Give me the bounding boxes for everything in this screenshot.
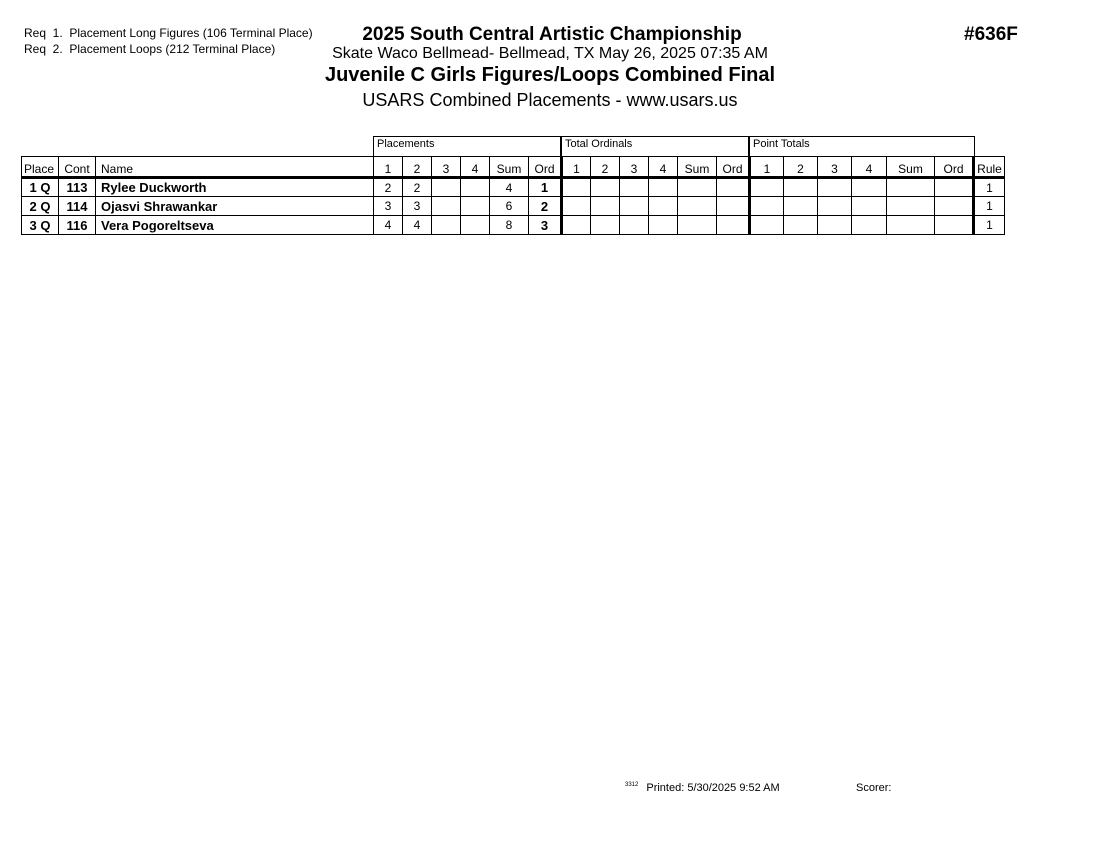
- ordinal-cell: [678, 197, 717, 216]
- placement-4: [461, 178, 490, 197]
- points-cell: [852, 216, 887, 235]
- skater-name: Ojasvi Shrawankar: [96, 197, 374, 216]
- contestant-number: 116: [59, 216, 96, 235]
- placement-1: 2: [374, 178, 403, 197]
- contestant-number: 114: [59, 197, 96, 216]
- placement-2: 2: [403, 178, 432, 197]
- col-ordinals-ord: Ord: [717, 157, 750, 178]
- placement-2: 4: [403, 216, 432, 235]
- ordinal-cell: [717, 178, 750, 197]
- requirement-2: Req 2. Placement Loops (212 Terminal Place): [24, 42, 276, 56]
- points-cell: [887, 216, 935, 235]
- placement-sum: 4: [490, 178, 529, 197]
- ordinal-cell: [591, 178, 620, 197]
- col-ordinals-sum: Sum: [678, 157, 717, 178]
- place: 2 Q: [22, 197, 59, 216]
- points-cell: [818, 197, 852, 216]
- ordinal-cell: [562, 216, 591, 235]
- place: 3 Q: [22, 216, 59, 235]
- ordinal-cell: [591, 216, 620, 235]
- points-cell: [818, 216, 852, 235]
- points-cell: [887, 178, 935, 197]
- rule: 1: [974, 216, 1005, 235]
- report-code: 3312: [625, 782, 639, 788]
- placement-1: 4: [374, 216, 403, 235]
- points-cell: [784, 197, 818, 216]
- scorer-label: Scorer:: [856, 782, 892, 794]
- points-cell: [784, 216, 818, 235]
- points-cell: [750, 216, 784, 235]
- col-name: Name: [96, 157, 374, 178]
- col-points-sum: Sum: [887, 157, 935, 178]
- ordinal-cell: [649, 178, 678, 197]
- placement-3: [432, 197, 461, 216]
- group-total-ordinals: Total Ordinals: [561, 136, 749, 156]
- ordinal-cell: [678, 216, 717, 235]
- placement-4: [461, 216, 490, 235]
- rule: 1: [974, 197, 1005, 216]
- ordinal-cell: [562, 178, 591, 197]
- placement-sum: 8: [490, 216, 529, 235]
- placement-3: [432, 216, 461, 235]
- col-placements-ord: Ord: [529, 157, 562, 178]
- points-cell: [750, 197, 784, 216]
- col-points-4: 4: [852, 157, 887, 178]
- printed-info: [625, 782, 780, 794]
- points-cell: [750, 178, 784, 197]
- points-cell: [887, 197, 935, 216]
- col-ordinals-2: 2: [591, 157, 620, 178]
- col-place: Place: [22, 157, 59, 178]
- placement-4: [461, 197, 490, 216]
- col-rule: Rule: [974, 157, 1005, 178]
- table-row: [22, 197, 1005, 216]
- results-table: [21, 156, 1005, 235]
- place: 1 Q: [22, 178, 59, 197]
- group-point-totals: Point Totals: [749, 136, 975, 156]
- col-points-1: 1: [750, 157, 784, 178]
- requirement-1: Req 1. Placement Long Figures (106 Terminal Place): [24, 26, 313, 40]
- placement-2: 3: [403, 197, 432, 216]
- col-placements-1: 1: [374, 157, 403, 178]
- col-ordinals-1: 1: [562, 157, 591, 178]
- col-placements-sum: Sum: [490, 157, 529, 178]
- rule: 1: [974, 178, 1005, 197]
- ordinal-cell: [620, 178, 649, 197]
- points-cell: [935, 178, 974, 197]
- placement-3: [432, 178, 461, 197]
- header-row: [22, 157, 1005, 178]
- ordinal-cell: [562, 197, 591, 216]
- col-points-3: 3: [818, 157, 852, 178]
- points-cell: [784, 178, 818, 197]
- points-cell: [818, 178, 852, 197]
- ordinal-cell: [678, 178, 717, 197]
- skater-name: Vera Pogoreltseva: [96, 216, 374, 235]
- skater-name: Rylee Duckworth: [96, 178, 374, 197]
- points-cell: [935, 197, 974, 216]
- points-cell: [852, 197, 887, 216]
- ordinal-cell: [620, 216, 649, 235]
- col-ordinals-3: 3: [620, 157, 649, 178]
- placement-sum: 6: [490, 197, 529, 216]
- col-ordinals-4: 4: [649, 157, 678, 178]
- subtitle: USARS Combined Placements - www.usars.us: [362, 90, 738, 110]
- championship-title: 2025 South Central Artistic Championship: [362, 24, 742, 45]
- placement-ord: 2: [529, 197, 562, 216]
- printed-timestamp: Printed: 5/30/2025 9:52 AM: [646, 782, 780, 794]
- col-points-ord: Ord: [935, 157, 974, 178]
- col-points-2: 2: [784, 157, 818, 178]
- location-date: Skate Waco Bellmead- Bellmead, TX May 26, 2025 07:35 AM: [332, 45, 768, 62]
- event-title: Juvenile C Girls Figures/Loops Combined Final: [324, 64, 776, 86]
- col-cont: Cont: [59, 157, 96, 178]
- contestant-number: 113: [59, 178, 96, 197]
- ordinal-cell: [717, 197, 750, 216]
- event-number: #636F: [964, 24, 1018, 45]
- ordinal-cell: [717, 216, 750, 235]
- table-row: [22, 216, 1005, 235]
- ordinal-cell: [591, 197, 620, 216]
- ordinal-cell: [649, 197, 678, 216]
- placement-1: 3: [374, 197, 403, 216]
- table-row: [22, 178, 1005, 197]
- placement-ord: 1: [529, 178, 562, 197]
- group-placements: Placements: [373, 136, 561, 156]
- points-cell: [852, 178, 887, 197]
- ordinal-cell: [620, 197, 649, 216]
- placement-ord: 3: [529, 216, 562, 235]
- col-placements-4: 4: [461, 157, 490, 178]
- col-placements-3: 3: [432, 157, 461, 178]
- points-cell: [935, 216, 974, 235]
- ordinal-cell: [649, 216, 678, 235]
- col-placements-2: 2: [403, 157, 432, 178]
